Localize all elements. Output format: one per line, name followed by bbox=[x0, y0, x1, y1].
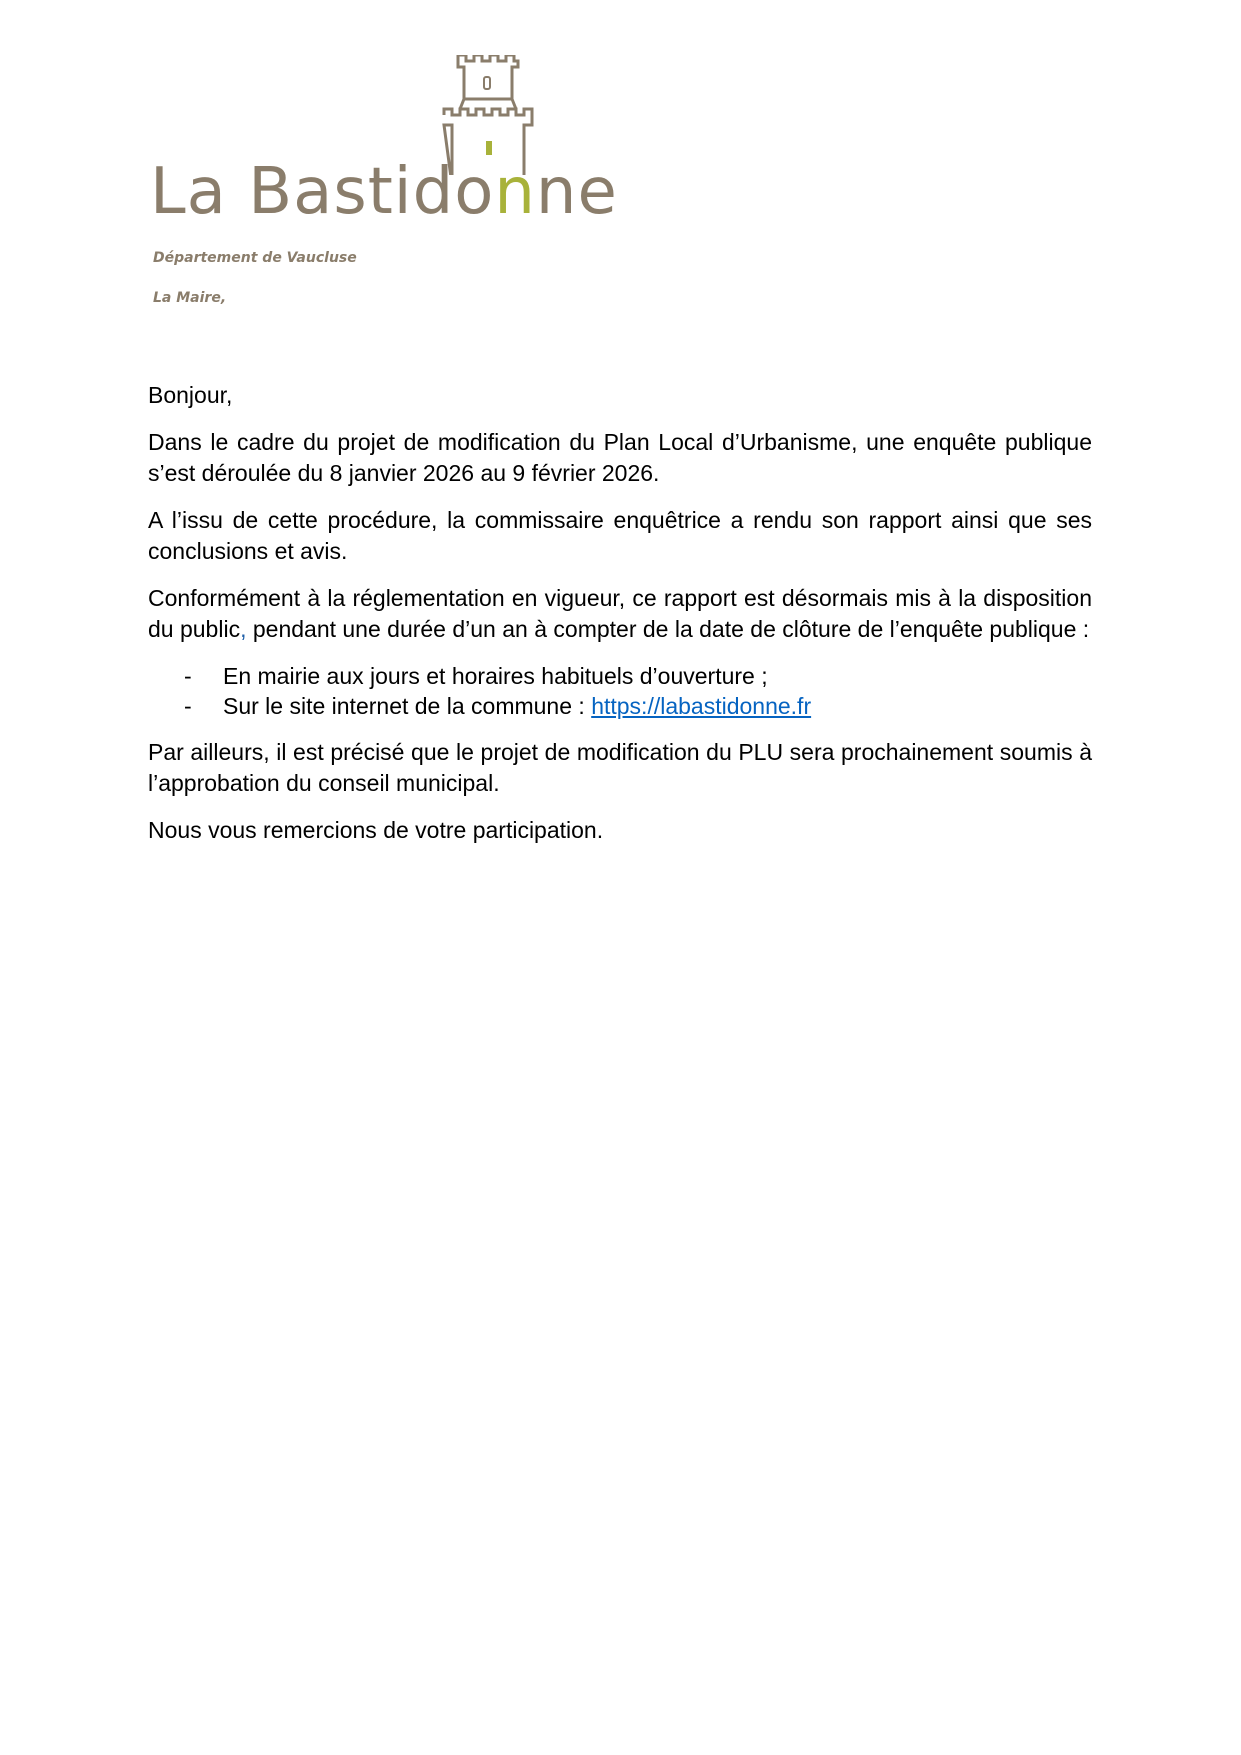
paragraph-rapport: A l’issu de cette procédure, la commissaire enquêtrice a rendu son rapport ainsi que ses conclusions et avis. bbox=[148, 507, 1092, 564]
closing: Nous vous remercions de votre participation. bbox=[148, 817, 604, 843]
website-link[interactable]: https://labastidonne.fr bbox=[591, 693, 812, 719]
paragraph-enquete: Dans le cadre du projet de modification du Plan Local d’Urbanisme, une enquête publique s’est déroulée du 8 janvier 2026 au 9 février 2026. bbox=[148, 429, 1092, 486]
letter-body bbox=[148, 380, 1092, 862]
list-item: - En mairie aux jours et horaires habituels d’ouverture ; bbox=[184, 663, 768, 689]
list-item: - Sur le site internet de la commune : https://labastidonne.fr bbox=[184, 693, 812, 719]
department-label: Département de Vaucluse bbox=[153, 250, 357, 266]
paragraph-approbation: Par ailleurs, il est précisé que le projet de modification du PLU sera prochainement soumis à l’approbation du conseil municipal. bbox=[148, 739, 1092, 796]
greeting: Bonjour, bbox=[148, 382, 233, 408]
consultation-list bbox=[148, 661, 1092, 721]
logo-wordmark: La Bastidonne bbox=[150, 155, 618, 229]
paragraph-disposition: Conformément à la réglementation en vigueur, ce rapport est désormais mis à la disposition du public, pendant une durée d’un an à compter de la date de clôture de l’enquête publique : bbox=[148, 585, 1092, 642]
signatory-label: La Maire, bbox=[153, 290, 227, 306]
logo bbox=[150, 55, 618, 235]
